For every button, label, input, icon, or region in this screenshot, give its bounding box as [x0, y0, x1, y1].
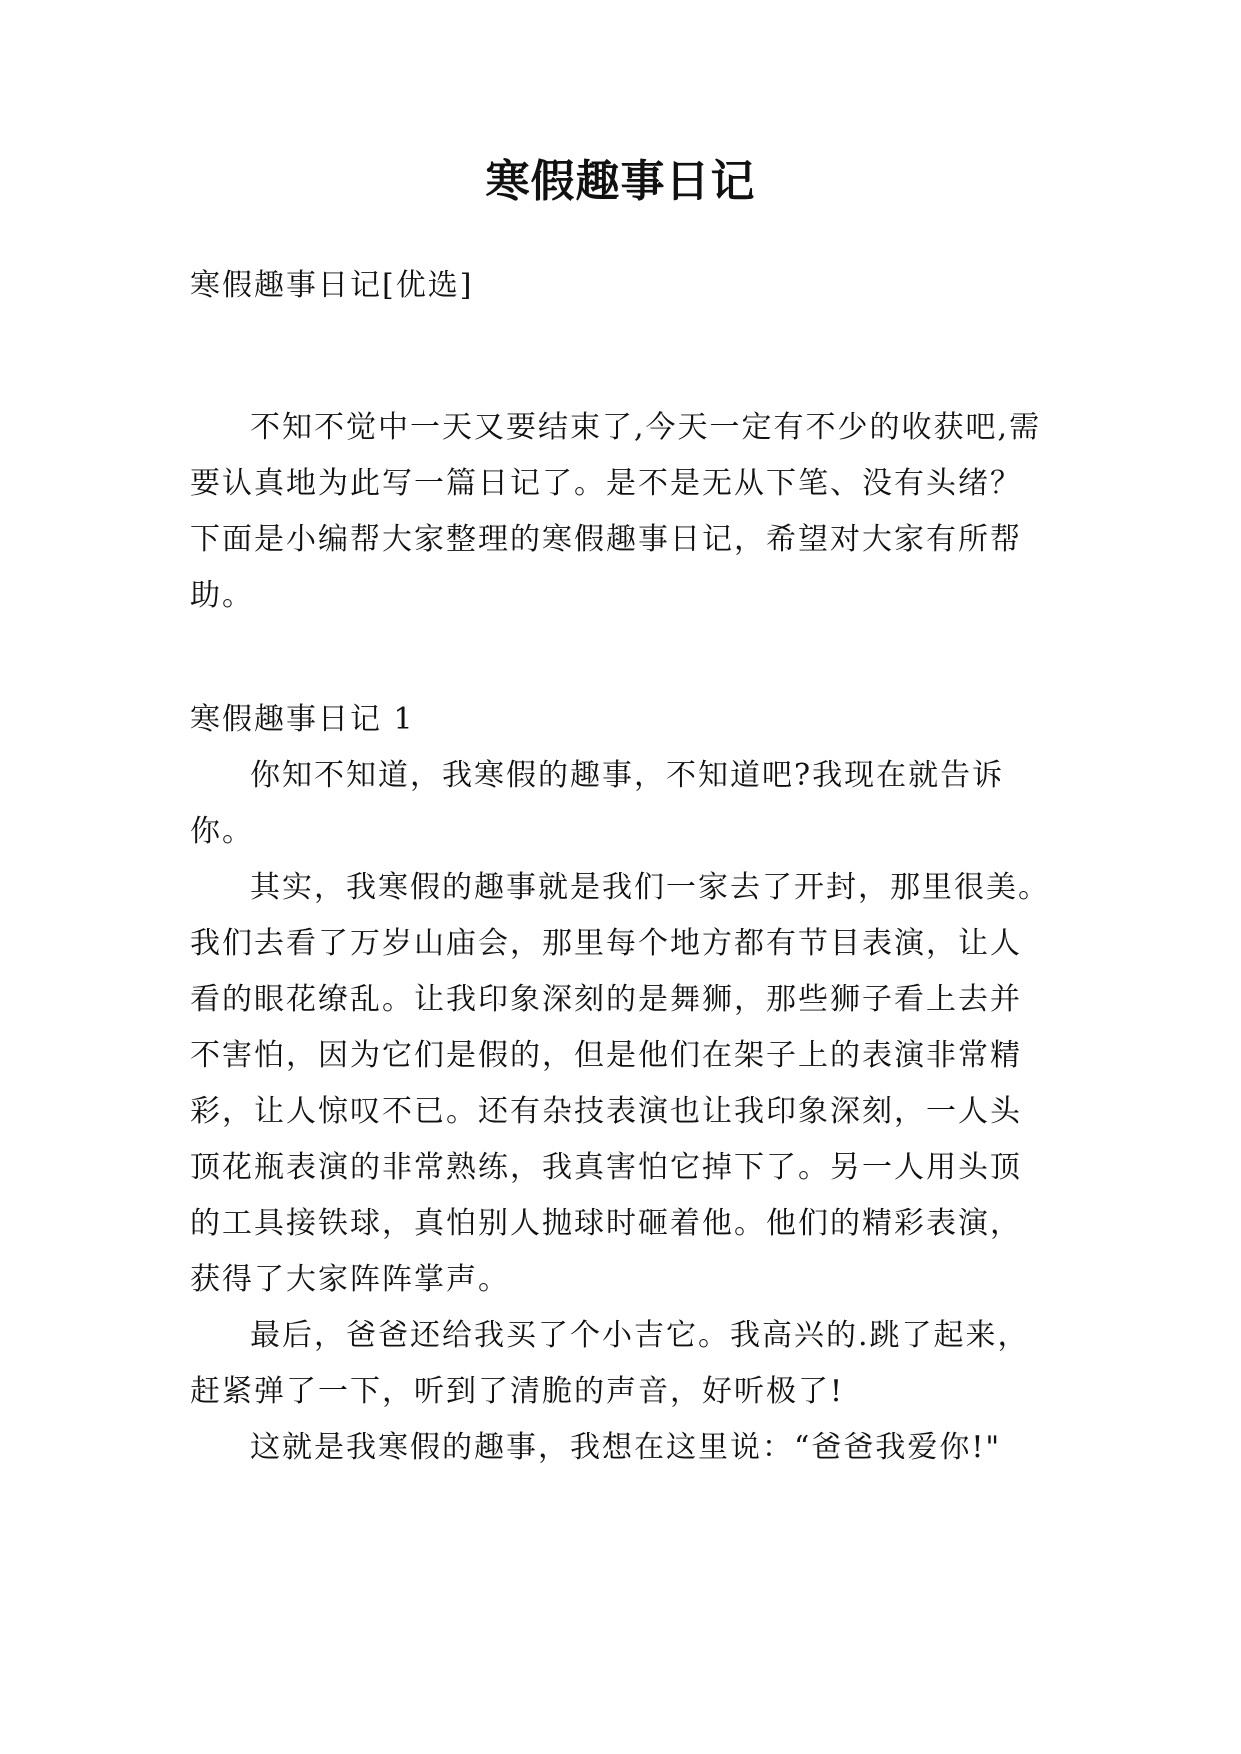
paragraph: 其实，我寒假的趣事就是我们一家去了开封，那里很美。我们去看了万岁山庙会，那里每个地方都有节目表演，让人看的眼花缭乱。让我印象深刻的是舞狮，那些狮子看上去并不害怕，因为它们是假的，但是他们在架子上的表演非常精彩，让人惊叹不已。还有杂技表演也让我印象深刻，一人头顶花瓶表演的非常熟练，我真害怕它掉下了。另一人用头顶的工具接铁球，真怕别人抛球时砸着他。他们的精彩表演，获得了大家阵阵掌声。	[190, 870, 1050, 1297]
document-subtitle: 寒假趣事日记[优选]	[190, 268, 474, 303]
paragraph: 最后，爸爸还给我买了个小吉它。我高兴的.跳了起来，赶紧弹了一下，听到了清脆的声音，好听极了!	[190, 1318, 1030, 1409]
paragraph: 你知不知道，我寒假的趣事，不知道吧?我现在就告诉你。	[190, 758, 1005, 849]
diary-section-1	[190, 692, 1050, 1476]
document-title: 寒假趣事日记	[485, 156, 756, 207]
section-heading: 寒假趣事日记 1	[190, 702, 415, 737]
intro-paragraph: 不知不觉中一天又要结束了,今天一定有不少的收获吧,需要认真地为此写一篇日记了。是不是无从下笔、没有头绪？下面是小编帮大家整理的寒假趣事日记，希望对大家有所帮助。	[190, 410, 1042, 613]
paragraph: 这就是我寒假的趣事，我想在这里说：“爸爸我爱你!"	[250, 1430, 1002, 1465]
